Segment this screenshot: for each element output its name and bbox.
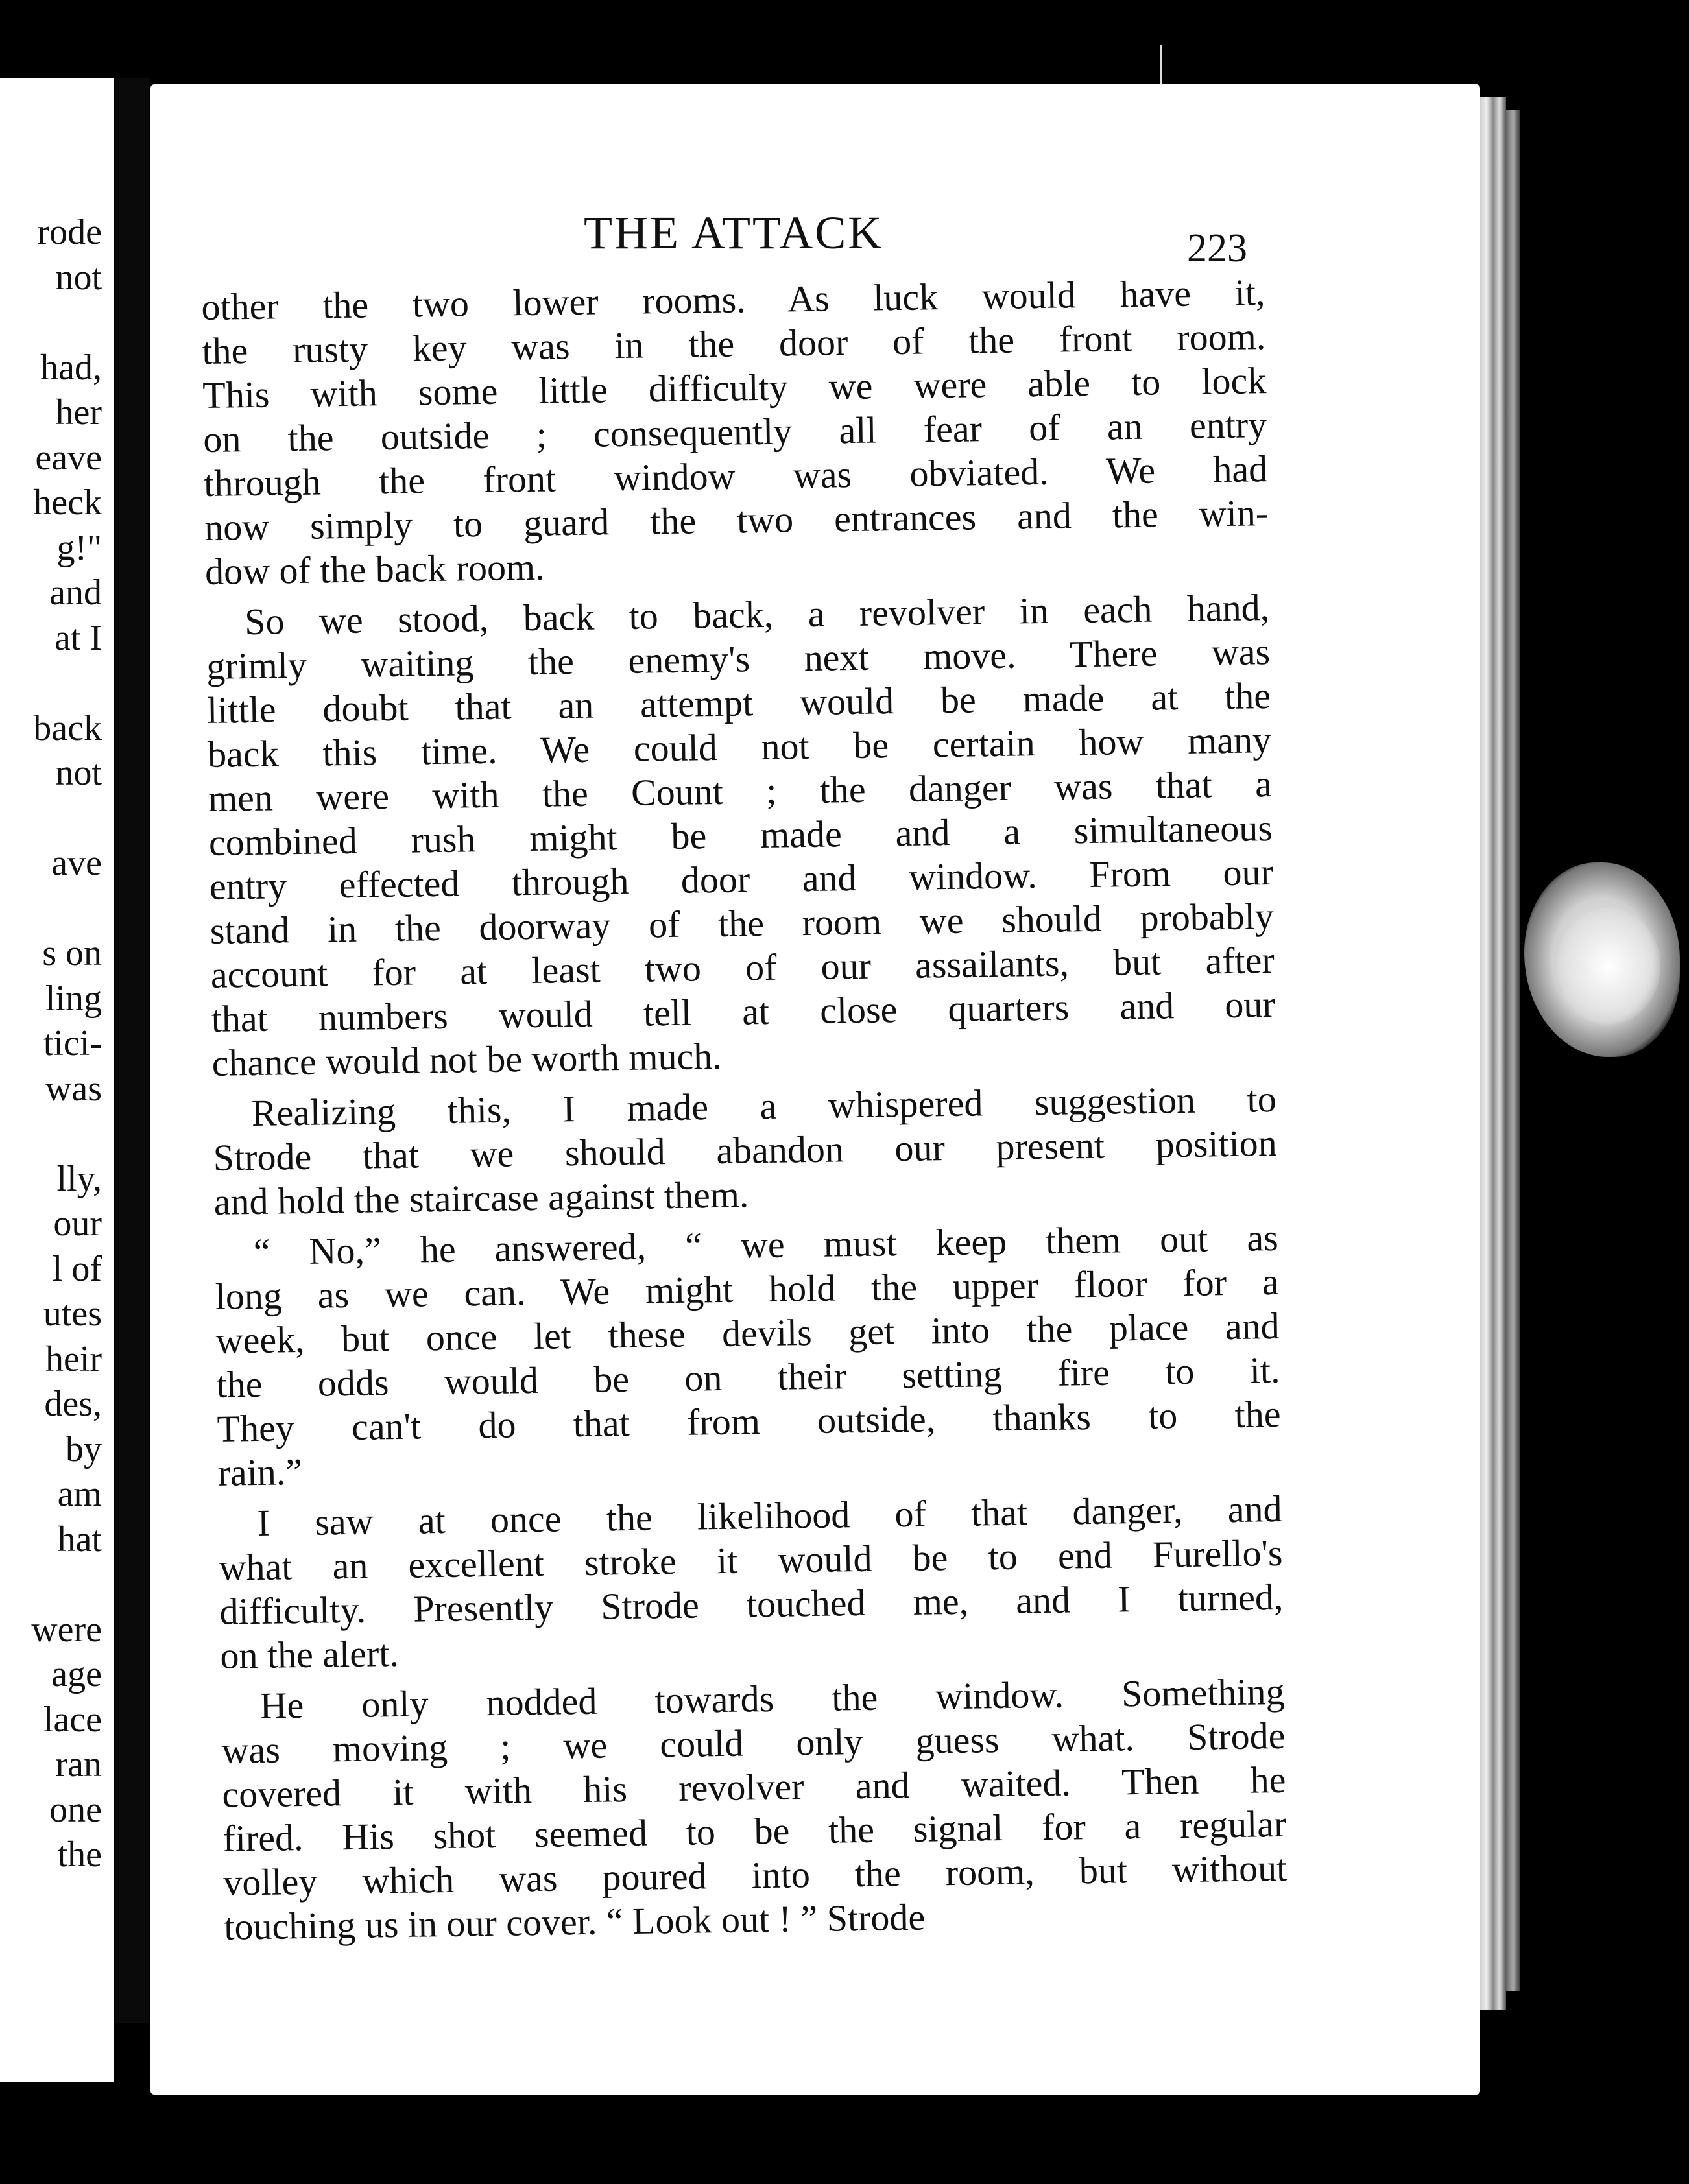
text-line: was moving ; we could only guess what. Strode bbox=[221, 1714, 1286, 1772]
text-line: now simply to guard the two entrances and the win- bbox=[204, 492, 1269, 549]
paragraph bbox=[221, 1670, 1288, 1949]
text-line: entry effected through door and window. From our bbox=[209, 851, 1274, 908]
text-line: Strode that we should abandon our present position bbox=[213, 1121, 1278, 1179]
text-line: rain.” bbox=[217, 1451, 303, 1494]
previous-page-line-fragment: was bbox=[45, 1068, 102, 1109]
text-line: difficulty. Presently Strode touched me, and I turned, bbox=[219, 1575, 1284, 1633]
paragraph bbox=[201, 270, 1269, 594]
text-line: grimly waiting the enemy's next move. There was bbox=[206, 630, 1271, 687]
text-line: men were with the Count ; the danger was that a bbox=[208, 763, 1273, 820]
previous-page-line-fragment: tici- bbox=[43, 1023, 102, 1063]
text-line: and hold the staircase against them. bbox=[213, 1173, 749, 1223]
previous-page-line-fragment: at I bbox=[54, 617, 102, 658]
book-gutter bbox=[115, 78, 149, 2023]
previous-page-line-fragment: eave bbox=[35, 437, 102, 478]
previous-page-line-fragment: am bbox=[57, 1474, 102, 1514]
body-text bbox=[201, 270, 1288, 1949]
text-line: through the front window was obviated. We had bbox=[203, 447, 1268, 504]
text-line: fired. His shot seemed to be the signal for a regular bbox=[222, 1802, 1287, 1860]
text-line: dow of the back room. bbox=[204, 545, 545, 593]
text-line: on the outside ; consequently all fear of an entry bbox=[202, 403, 1267, 460]
previous-page-line-fragment: had, bbox=[40, 347, 102, 388]
previous-page-fragment bbox=[0, 78, 114, 2082]
text-line: stand in the doorway of the room we should probably bbox=[210, 895, 1275, 952]
previous-page-line-fragment: s on bbox=[42, 933, 102, 973]
text-line: “ No,” he answered, “ we must keep them out as bbox=[253, 1216, 1279, 1274]
text-line: covered it with his revolver and waited. Then he bbox=[222, 1758, 1286, 1816]
running-head: THE ATTACK bbox=[584, 207, 884, 259]
paragraph bbox=[214, 1216, 1282, 1495]
previous-page-line-fragment: hat bbox=[57, 1519, 102, 1560]
text-line: combined rush might be made and a simultaneous bbox=[208, 807, 1273, 864]
previous-page-line-fragment: des, bbox=[44, 1384, 102, 1424]
previous-page-line-fragment: not bbox=[55, 753, 102, 793]
previous-page-line-fragment: age bbox=[51, 1654, 102, 1694]
previous-page-line-fragment: ave bbox=[51, 843, 102, 883]
text-line: He only nodded towards the window. Something bbox=[259, 1670, 1285, 1727]
previous-page-line-fragment: heir bbox=[45, 1338, 102, 1379]
text-line: week, but once let these devils get into the place and bbox=[215, 1304, 1280, 1362]
text-line: the rusty key was in the door of the front room. bbox=[201, 315, 1266, 372]
previous-page-line-fragment: lace bbox=[43, 1699, 102, 1740]
text-line: chance would not be worth much. bbox=[211, 1034, 723, 1084]
text-line: little doubt that an attempt would be made at the bbox=[206, 674, 1271, 731]
text-line: Realizing this, I made a whispered suggestion to bbox=[251, 1077, 1277, 1135]
previous-page-line-fragment: and bbox=[49, 573, 102, 613]
text-line: what an excellent stroke it would be to end Furello's bbox=[219, 1531, 1283, 1589]
previous-page-line-fragment: heck bbox=[33, 482, 102, 523]
page-edges-dark bbox=[1506, 110, 1520, 1991]
previous-page-line-fragment: lly, bbox=[56, 1158, 102, 1199]
text-line: other the two lower rooms. As luck would have it, bbox=[201, 271, 1265, 328]
previous-page-line-fragment: l of bbox=[52, 1248, 102, 1289]
previous-page-line-fragment: our bbox=[53, 1204, 102, 1244]
text-line: This with some little difficulty we were able to lock bbox=[202, 359, 1267, 416]
previous-page-line-fragment: back bbox=[33, 707, 102, 748]
paper-damage-stain-core bbox=[1557, 908, 1660, 1025]
text-line: back this time. We could not be certain how many bbox=[207, 718, 1272, 776]
previous-page-line-fragment: not bbox=[55, 257, 102, 298]
previous-page-line-fragment: by bbox=[66, 1429, 102, 1469]
text-line: So we stood, back to back, a revolver in each hand, bbox=[244, 586, 1270, 643]
previous-page-line-fragment: her bbox=[55, 392, 102, 433]
previous-page-line-fragment: the bbox=[57, 1834, 102, 1875]
previous-page-line-fragment: ling bbox=[45, 978, 102, 1019]
previous-page-line-fragment: rode bbox=[37, 212, 102, 252]
text-line: They can't do that from outside, thanks to the bbox=[217, 1392, 1281, 1450]
paragraph bbox=[218, 1487, 1284, 1678]
text-line: that numbers would tell at close quarters and our bbox=[211, 982, 1276, 1040]
previous-page-line-fragment: g!" bbox=[56, 527, 102, 568]
previous-page-line-fragment: were bbox=[31, 1609, 102, 1650]
paragraph bbox=[206, 586, 1276, 1086]
text-line: the odds would be on their setting fire to it. bbox=[216, 1348, 1280, 1406]
page-edges bbox=[1480, 97, 1506, 2010]
previous-page-line-fragment: utes bbox=[43, 1294, 102, 1334]
text-line: volley which was poured into the room, but without bbox=[222, 1846, 1288, 1904]
previous-page-line-fragment: one bbox=[49, 1789, 102, 1830]
text-line: touching us in our cover. “ Look out ! ” Strode bbox=[223, 1895, 926, 1948]
previous-page-line-fragment: ran bbox=[55, 1744, 102, 1785]
page-number: 223 bbox=[1187, 226, 1247, 270]
text-line: long as we can. We might hold the upper floor for a bbox=[215, 1260, 1280, 1318]
text-line: account for at least two of our assailants, but after bbox=[210, 939, 1275, 996]
text-line: on the alert. bbox=[220, 1632, 400, 1677]
paragraph bbox=[212, 1077, 1278, 1224]
text-line: I saw at once the likelihood of that danger, and bbox=[257, 1487, 1282, 1544]
